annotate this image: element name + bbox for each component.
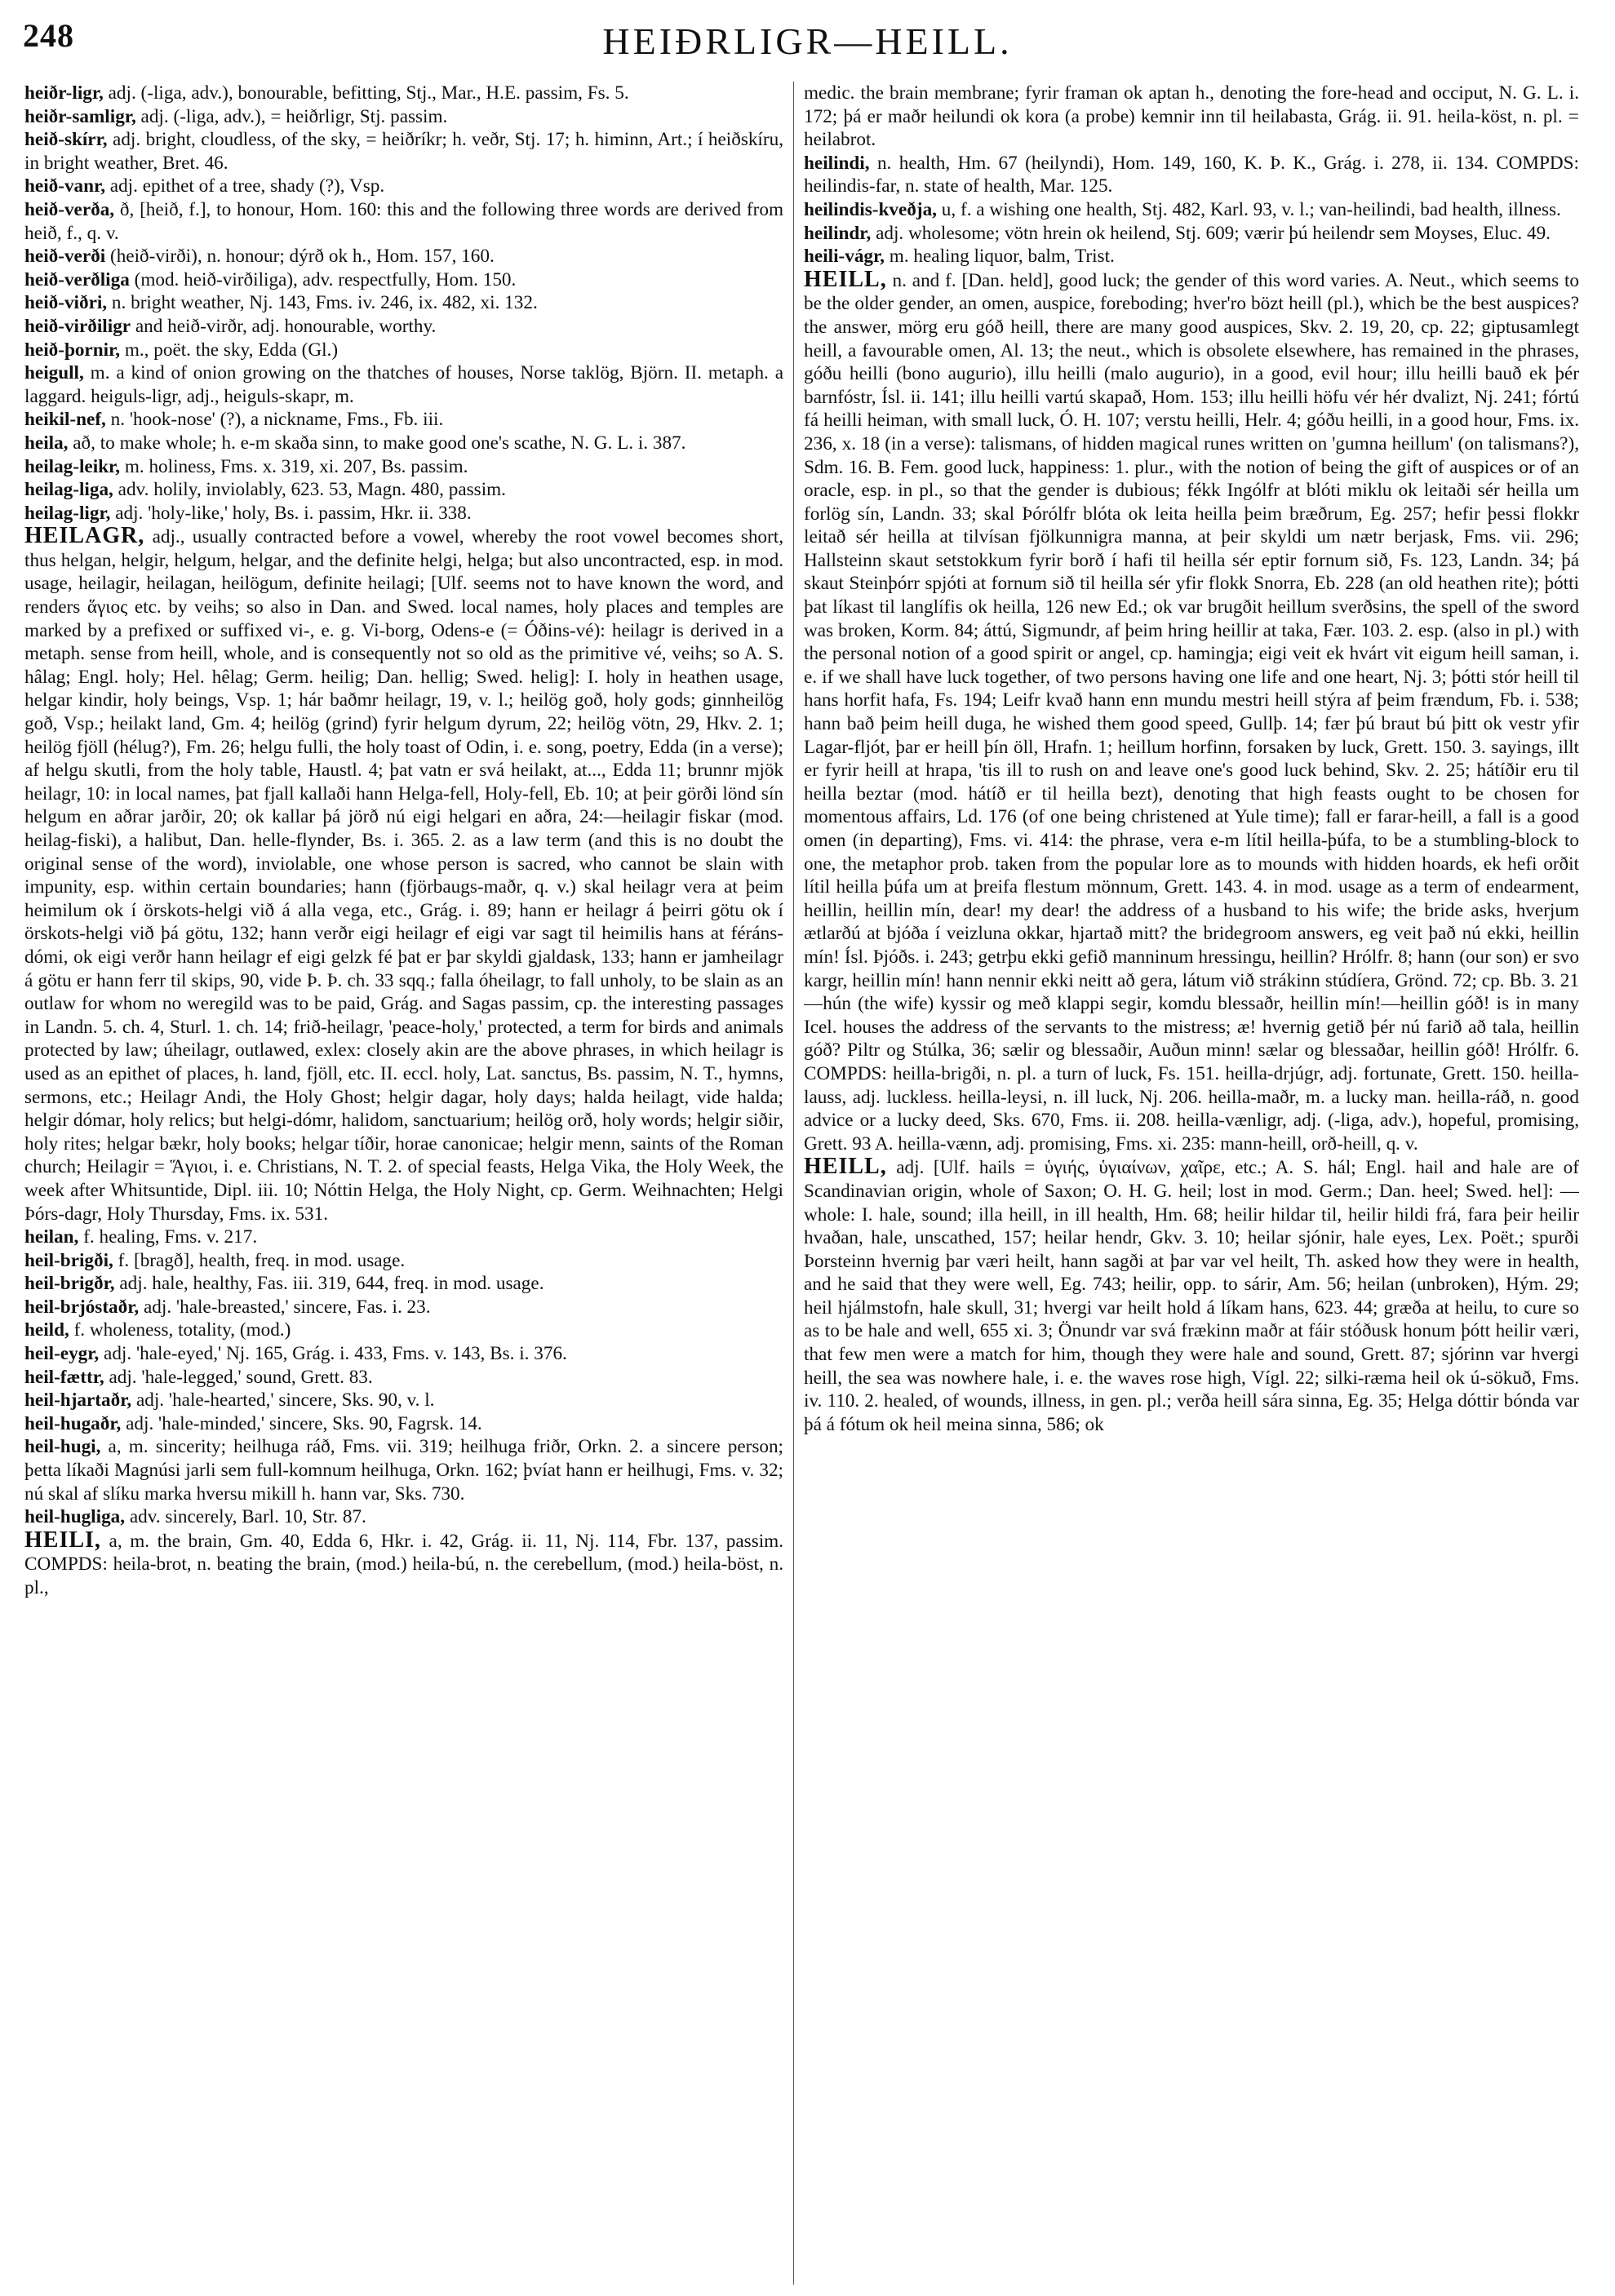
- dictionary-entry: [24, 175, 783, 198]
- entry-definition: f. [bragð], health, freq. in mod. usage.: [113, 1249, 406, 1271]
- dictionary-entry: [24, 1435, 783, 1505]
- entry-headword: heil-hjartaðr,: [24, 1390, 132, 1412]
- dictionary-entry: [24, 1412, 783, 1436]
- dictionary-entry: [24, 1249, 783, 1273]
- dictionary-entry: [24, 315, 783, 339]
- entry-headword: heilag-liga,: [24, 479, 113, 501]
- entry-headword: heið-þornir,: [24, 339, 121, 361]
- entry-definition: m. a kind of onion growing on the thatches of houses, Norse taklög, Björn. II. metaph. a laggard. heiguls-ligr, adj., heiguls-skapr, m.: [24, 362, 783, 407]
- dictionary-entry: [24, 268, 783, 292]
- entry-headword: HEILAGR,: [24, 523, 145, 549]
- entry-headword: heil-hugi,: [24, 1436, 101, 1458]
- running-head: HEIÐRLIGR—HEILL.: [602, 20, 1013, 62]
- entry-headword: heið-viðri,: [24, 292, 108, 314]
- entry-headword: heikil-nef,: [24, 409, 106, 431]
- entry-headword: heiðr-samligr,: [24, 105, 136, 127]
- entry-headword: heil-fættr,: [24, 1366, 104, 1388]
- entry-headword: heila,: [24, 432, 69, 454]
- dictionary-entry: [24, 525, 783, 1226]
- entry-definition: adj. bright, cloudless, of the sky, = heiðríkr; h. veðr, Stj. 17; h. himinn, Art.; í heiðskíru, in bright weather, Bret. 46.: [24, 129, 783, 174]
- entry-headword: heið-verðliga: [24, 268, 130, 290]
- dictionary-entry: [804, 1155, 1579, 1436]
- entry-headword: heið-skírr,: [24, 129, 108, 151]
- entry-definition: n. bright weather, Nj. 143, Fms. iv. 246, ix. 482, xi. 132.: [107, 292, 538, 314]
- entry-headword: heil-eygr,: [24, 1343, 100, 1365]
- dictionary-entry: [24, 291, 783, 315]
- entry-headword: heið-virðiligr: [24, 315, 131, 337]
- dictionary-entry: [24, 1505, 783, 1529]
- dictionary-entry: [24, 339, 783, 362]
- entry-definition: u, f. a wishing one health, Stj. 482, Karl. 93, v. l.; van-heilindi, bad health, illness.: [936, 198, 1561, 220]
- entry-definition: adj. 'hale-legged,' sound, Grett. 83.: [104, 1366, 373, 1388]
- entry-headword: heil-hugaðr,: [24, 1412, 122, 1434]
- entry-definition: adj. 'hale-hearted,' sincere, Sks. 90, v. l.: [131, 1390, 435, 1412]
- dictionary-entry: [24, 502, 783, 525]
- entry-definition: adj. 'hale-eyed,' Nj. 165, Grág. i. 433, Fms. v. 143, Bs. i. 376.: [99, 1343, 567, 1365]
- entry-definition: adj. 'hale-minded,' sincere, Sks. 90, Fagrsk. 14.: [121, 1412, 482, 1434]
- entry-definition: a, m. sincerity; heilhuga ráð, Fms. vii. 319; heilhuga friðr, Orkn. 2. a sincere person; þetta líkaði Magnúsi jarli sem full-komnum heilhuga, Orkn. 162; þvíat hann er heilhugi, Fms. v. 32; nú skal af slíku marka hversu mikill h. hann var, Sks. 730.: [24, 1436, 783, 1505]
- entry-headword: HEILL,: [804, 1154, 887, 1180]
- entry-headword: heilag-ligr,: [24, 502, 111, 524]
- dictionary-entry: [24, 1226, 783, 1249]
- entry-definition: f. wholeness, totality, (mod.): [69, 1319, 291, 1341]
- dictionary-entry: [804, 222, 1579, 246]
- dictionary-entry: [24, 1529, 783, 1600]
- dictionary-entry: [24, 198, 783, 245]
- entry-headword: heigull,: [24, 362, 84, 384]
- entry-headword: heili-vágr,: [804, 246, 885, 268]
- entry-headword: HEILI,: [24, 1527, 101, 1553]
- entry-definition: n. and f. [Dan. held], good luck; the gender of this word varies. A. Neut., which seems to be the older gender, an omen, auspice, foreboding; hver'ro bözt heill (pl.), which be the best auspices? the answer, mörg eru góð heill, there are many good auspices, Skv. 2. 19, 20, cp. 22; giptusamlegt heill, a favourable omen, Al. 13; the neut., which is obsolete elsewhere, has remained in the phrases, góðu heilli (bono augurio), illu heilli (malo augurio), in a good, evil hour; illu heilli bauð ek þér barnfóstr, Ísl. ii. 141; illu heilli vartú skapað, Hom. 153; illu heilli höfu vér hér dvalizt, Nj. 241; fórtú fá heilli heiman, with small luck, Ó. H. 107; verstu heilli, Helr. 4; góðu heilli, in a good hour, Fms. ix. 236, x. 18 (in a verse): talismans, of hidden magical runes written on 'gumna heillum' (on talismans?), Sdm. 16. B. Fem. good luck, happiness: 1. plur., with the notion of being the gift of auspices or of an oracle, esp. in pl., so that the gender is dubious; fékk Ingólfr at blóti miklu ok leitaði sér heilla um forlög sín, Landn. 33; skal Þórólfr blóta ok leita heilla þeim bræðrum, Eg. 257; hefir þessi flokkr leitað sér heilla at tilvísan fjölkunnigra manna, at þeir skyldi um nætr berjask, Fms. vii. 296; Hallsteinn skaut setstokkum fyrir borð í hafi til heilla sér eptir fornum sið, Fs. 123, Landn. 34; þá skaut Steinþórr spjóti at fornum sið til heilla sér yfir flokk Snorra, Eb. 228 (an old heathen rite); þótti þat líkast til langlífis ok heilla, 126 new Ed.; ok var brugðit heillum sverðsins, the spell of the sword was broken, Korm. 84; áttú, Sigmundr, af þeim hring heillir at taka, Fær. 103. 2. esp. (also in pl.) with the personal notion of a good spirit or angel, cp. hamingja; eigi veit ek hvárt vit eigum heill saman, i. e. if we shall have luck together, of two persons having one life and one heart, Nj. 3; þótti stór heill til hans horfit hafa, Fs. 194; Leifr kvað hann enn mundu mestri heill stýra af þeim frændum, Fb. i. 538; hann bað þeim heill duga, he wished them good speed, Gullþ. 14; fær þú braut bú þitt ok vestr yfir Lagar-fljót, þar er heill þín öll, Hrafn. 1; heillum horfinn, forsaken by luck, Grett. 150. 3. sayings, illt er fyrir heill at hrapa, 'tis ill to rush on and leave one's good luck behind, Skv. 2. 25; hátíðir eru til heilla beztar (mod. hátíð er til heilla bezt), denoting that high feasts ought to be chosen for momentous affairs, Ld. 176 (of one being christened at Yule time); fall er farar-heill, a fall is a good omen (in departing), Fms. vi. 414: the phrase, vera e-m lítil heilla-þúfa, to be a stumbling-block to one, the metaphor prob. taken from the popular lore as to mounds with hidden hoards, ek hefi orðit lítil heilla þúfa um at þreifa flestum mönnum, Grett. 143. 4. in mod. usage as a term of endearment, heillin, heillin mín, dear! my dear! the address of a husband to his wife; the bride asks, hverjum ætlarðú at bjóða í veizluna okkar, hjartað mitt? the bridegroom answers, eg veit það nú ekki, heillin mín! Ísl. Þjóðs. i. 243; getrþu ekki gefið manninum hressingu, heillin? Hrólfr. 8; hann (our son) er svo kargr, heillin mín! hann nennir ekki neitt að gera, látum við strákinn stúdíera, Grönd. 72; cp. Bb. 3. 21—hún (the wife) kyssir og með klappi segir, komdu blessaðr, heillin mín!—heillin góð! is in many Icel. houses the address of the servants to the mistress; æ! hvernig getið þér nú farið að tala, heillin góð? Piltr og Stúlka, 36; sælir og blessaðir, Auðun minn! sælar og blessaðar, heillin góð! Hrólfr. 6. COMPDS: heilla-brigði, n. pl. a turn of luck, Fs. 151. heilla-drjúgr, adj. fortunate, Grett. 150. heilla-lauss, adj. luckless. heilla-leysi, n. ill luck, Nj. 206. heilla-maðr, m. a lucky man. heilla-ráð, n. good advice or a lucky deed, Sks. 670, Fms. ii. 208. heilla-vænligr, adj. (-liga, adv.), hopeful, promising, Grett. 93 A. heilla-vænn, adj. promising, Fms. xi. 235: mann-heill, orð-heill, q. v.: [804, 269, 1579, 1155]
- entry-definition: adv. sincerely, Barl. 10, Str. 87.: [125, 1506, 366, 1528]
- dictionary-entry: [804, 82, 1579, 152]
- dictionary-entry: [804, 268, 1579, 1156]
- entry-definition: adj., usually contracted before a vowel, whereby the root vowel becomes short, thus helgan, helgir, helgum, helgar, and the definite helgi, helga; but also uncontracted, esp. in mod. usage, heilagir, heilagan, heilögum, definite heilagi; [Ulf. seems not to have known the word, and renders ἅγιος etc. by veihs; so also in Dan. and Swed. local names, holy places and temples are marked by a prefixed or suffixed vi-, e. g. Vi-borg, Odens-e (= Óðins-vé): heilagr is derived in a metaph. sense from heill, whole, and is consequently not so old as the primitive vé, veihs; so A. S. hâlag; Engl. holy; Hel. hêlag; Germ. heilig; Dan. hellig; Swed. helig]: I. holy in heathen usage, helgar kindir, holy beings, Vsp. 1; hár baðmr heilagr, 19, v. l.; heilög goð, holy gods; ginnheilög goð, Vsp.; heilakt land, Gm. 4; heilög (grind) fyrir helgum dyrum, 22; heilög vötn, 29, Hkv. 2. 1; heilög fjöll (hélug?), Fm. 26; helgu fulli, the holy toast of Odin, i. e. song, poetry, Edda (in a verse); af helgu skutli, from the holy table, Haustl. 4; þat vatn er svá heilakt, at..., Edda 11; brunnr mjök heilagr, 10: in local names, þat fjall kallaði hann Helga-fell, Holy-fell, Eb. 10; at þeir görði lönd sín helgum en aðrar jarðir, 20; ok kallar þá jörð nú eigi helgari en aðra, 24:—heilagir fiskar (mod. heilag-fiski), a halibut, Dan. helle-flynder, Bs. i. 365. 2. as a law term (and this is no doubt the original sense of the word), inviolable, one whose person is sacred, who cannot be slain with impunity, esp. within certain boundaries; hann (fjörbaugs-maðr, q. v.) skal heilagr vera at þeim heimilum ok í örskots-helgi við á alla vega, etc., Grág. i. 89; hann er heilagr á þeirri götu ok í örskots-helgi við þá götu, 132; hann verðr eigi heilagr ef eigi var sagt til heimilis hans at féráns-dómi, ok eigi verðr hann heilagr ef eigi gelzk fé þat er þar skyldi gjaldask, 133; hann er jamheilagr á götu er hann ferr til skips, 90, vide Þ. Þ. ch. 33 sqq.; falla óheilagr, to fall unholy, to be slain as an outlaw for whom no weregild was to be paid, Grág. and Sagas passim, cp. the interesting passages in Landn. 5. ch. 4, Sturl. 1. ch. 14; frið-heilagr, 'peace-holy,' protected, a term for birds and animals protected by law; úheilagr, outlawed, exlex: closely akin are the above phrases, in which heilagr is used as an epithet of places, h. land, fjöll, etc. II. eccl. holy, Lat. sanctus, Bs. passim, N. T., hymns, sermons, etc.; Heilagr Andi, the Holy Ghost; helgir dagar, holy days; halda heilagt, vide halda; helgir dómar, holy relics; but helgi-dómr, halidom, sanctuarium; heilög orð, holy words; helgir siðir, holy rites; helgar bækr, holy books; helgar tíðir, horae canonicae; helgir menn, saints of the Roman church; Heilagir = Ἅγιοι, i. e. Christians, N. T. 2. of special feasts, Helga Vika, the Holy Week, the week after Whitsuntide, Dipl. iii. 10; Nóttin Helga, the Holy Night, cp. Germ. Weihnachten; Helgi Þórs-dagr, Holy Thursday, Fms. ix. 531.: [24, 526, 783, 1225]
- dictionary-entry: [24, 1319, 783, 1342]
- dictionary-entry: [804, 245, 1579, 268]
- entry-definition: m., poët. the sky, Edda (Gl.): [120, 339, 339, 361]
- entry-definition: a, m. the brain, Gm. 40, Edda 6, Hkr. i. 42, Grág. ii. 11, Nj. 114, Fbr. 137, passim. COMPDS: heila-brot, n. beating the brain, (mod.) heila-bú, n. the cerebellum, (mod.) heila-böst, n. pl.,: [24, 1530, 783, 1598]
- dictionary-entry: [24, 1272, 783, 1296]
- entry-definition: (heið-virði), n. honour; dýrð ok h., Hom. 157, 160.: [105, 246, 495, 268]
- entry-headword: heil-brjóstaðr,: [24, 1296, 140, 1318]
- entry-headword: heið-verða,: [24, 198, 115, 220]
- dictionary-entry: [24, 361, 783, 408]
- entry-headword: heil-brigðr,: [24, 1273, 115, 1295]
- dictionary-entry: [24, 478, 783, 502]
- dictionary-entry: [24, 455, 783, 479]
- entry-definition: adj. 'holy-like,' holy, Bs. i. passim, Hkr. ii. 338.: [110, 502, 472, 524]
- entry-headword: heil-hugliga,: [24, 1506, 126, 1528]
- entry-definition: adj. hale, healthy, Fas. iii. 319, 644, freq. in mod. usage.: [114, 1273, 544, 1295]
- page-number: 248: [23, 17, 74, 54]
- entry-definition: adj. epithet of a tree, shady (?), Vsp.: [105, 175, 385, 197]
- entry-definition: (mod. heið-virðiliga), adv. respectfully, Hom. 150.: [129, 268, 517, 290]
- column-divider: [793, 82, 794, 2285]
- entry-definition: adj. (-liga, adv.), bonourable, befitting, Stj., Mar., H.E. passim, Fs. 5.: [103, 82, 629, 104]
- dictionary-entry: [24, 82, 783, 105]
- dictionary-entry: [804, 198, 1579, 222]
- entry-headword: heið-verði: [24, 246, 106, 268]
- left-column: [24, 82, 783, 2285]
- dictionary-entry: [24, 408, 783, 432]
- entry-definition: adj. [Ulf. hails = ὑγιής, ὑγιαίνων, χαῖρε, etc.; A. S. hál; Engl. hail and hale are of Scandinavian origin, whole of Saxon; O. H. G. heil; lost in mod. Germ.; Dan. heel; Swed. hel]: —whole: I. hale, sound; illa heill, in ill health, Hm. 68; heilir hildar til, heilir hildi frá, fara þeir heilir hvaðan, hale, unscathed, 157; heilar hendr, Gkv. 3. 10; heilar sjónir, hale eyes, Lex. Poët.; spurði Þorsteinn hvernig þar væri heilt, hann sagði at þar var vel heilt, Th. asked how they were in health, and he said that they were well, Eg. 743; heilir, opp. to sárir, Am. 56; heilan (unbroken), Hým. 29; heil hjálmstofn, hale skull, 31; hvergi var heilt hold á líkam hans, 623. 44; græða at heilu, to cure so as to be hale and well, 655 xi. 3; Önundr var svá frækinn maðr at fáir stóðusk honum þótt heilir væri, that few men were a match for him, though they were hale and sound, Grett. 87; sjórinn var hvergi heill, the sea was nowhere hale, i. e. the waves rose high, Vígl. 22; silki-ræma heil ok ú-sökuð, Fms. iv. 110. 2. healed, of wounds, illness, in gen. pl.; verða heill sára sinna, Eg. 35; Helga dóttir bónda var þá á fótum ok heil meina sinna, 586; ok: [804, 1157, 1579, 1435]
- entry-headword: heild,: [24, 1319, 69, 1341]
- entry-headword: heilindr,: [804, 222, 872, 244]
- entry-definition: adj. (-liga, adv.), = heiðrligr, Stj. passim.: [135, 105, 448, 127]
- entry-definition: and heið-virðr, adj. honourable, worthy.: [131, 315, 437, 337]
- entry-definition: að, to make whole; h. e-m skaða sinn, to make good one's scathe, N. G. L. i. 387.: [68, 432, 686, 454]
- entry-definition: adj. 'hale-breasted,' sincere, Fas. i. 23.: [139, 1296, 431, 1318]
- dictionary-entry: [24, 432, 783, 455]
- entry-definition: m. healing liquor, balm, Trist.: [884, 246, 1115, 268]
- dictionary-entry: [24, 1389, 783, 1412]
- dictionary-entry: [24, 245, 783, 268]
- dictionary-entry: [24, 1296, 783, 1319]
- entry-definition: n. health, Hm. 67 (heilyndi), Hom. 149, 160, K. Þ. K., Grág. i. 278, ii. 134. COMPDS: heilindis-far, n. state of health, Mar. 125.: [804, 152, 1579, 197]
- dictionary-entry: [804, 152, 1579, 198]
- entry-definition: n. 'hook-nose' (?), a nickname, Fms., Fb. iii.: [105, 409, 444, 431]
- entry-headword: heiðr-ligr,: [24, 82, 104, 104]
- entry-headword: HEILL,: [804, 266, 887, 292]
- entry-definition: ð, [heið, f.], to honour, Hom. 160: this and the following three words are derived from heið, f., q. v.: [24, 198, 783, 244]
- entry-headword: heilan,: [24, 1226, 79, 1248]
- dictionary-entry: [24, 105, 783, 129]
- entry-headword: heilindi,: [804, 152, 870, 174]
- entry-definition: m. holiness, Fms. x. 319, xi. 207, Bs. passim.: [120, 455, 468, 477]
- entry-definition: f. healing, Fms. v. 217.: [78, 1226, 258, 1248]
- dictionary-entry: [24, 1342, 783, 1366]
- entry-definition: adv. holily, inviolably, 623. 53, Magn. 480, passim.: [113, 479, 506, 501]
- right-column: [804, 82, 1579, 2285]
- entry-headword: heið-vanr,: [24, 175, 105, 197]
- entry-headword: heilag-leikr,: [24, 455, 121, 477]
- entry-headword: heil-brigði,: [24, 1249, 113, 1271]
- dictionary-entry: [24, 1366, 783, 1390]
- entry-definition: adj. wholesome; vötn hrein ok heilend, Stj. 609; værir þú heilendr sem Moyses, Eluc. 49.: [871, 222, 1551, 244]
- dictionary-entry: [24, 128, 783, 175]
- entry-definition: medic. the brain membrane; fyrir framan ok aptan h., denoting the fore-head and occiput, N. G. L. i. 172; þá er maðr heilundi ok kora (a probe) kemnir inn til heilabasta, Grág. ii. 91. heila-köst, n. pl. = heilabrot.: [804, 82, 1579, 151]
- entry-headword: heilindis-kveðja,: [804, 198, 937, 220]
